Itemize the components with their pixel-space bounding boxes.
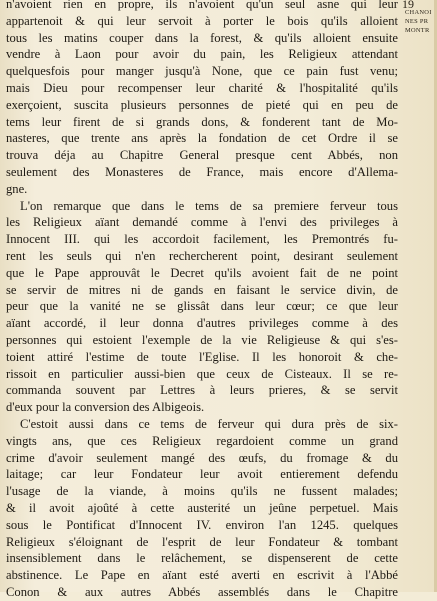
text-line: les Religieux aïant demandé comme à l'envi des privileges à — [6, 215, 398, 230]
text-line: sous le Pontificat d'Innocent IV. environ l'an 1245. quelques — [6, 517, 398, 532]
text-line: Conon & aux autres Abbés assemblés dans le Chapitre — [6, 584, 398, 599]
text-line: peur que la vanité ne se glissât dans leur cœur; ce que leur — [6, 299, 398, 314]
text-line: aïant accordé, il leur donna d'autres privileges comme à des — [6, 316, 398, 331]
text-line: gne. — [6, 181, 28, 196]
margin-note — [405, 8, 437, 35]
text-line: trouva déja au Chapitre General presque cent Abbés, non — [6, 148, 398, 163]
text-line: laitage; car leur Fondateur leur avoit entierement defendu — [6, 467, 398, 482]
text-line: C'estoit aussi dans ce tems de ferveur qui dura près de six- — [20, 416, 398, 431]
text-line: nasteres, que trente ans après la fondation de cet Ordre il se — [6, 131, 398, 146]
text-line: abstinence. Le Pape en aïant esté averti en escrivit à l'Abbé — [6, 568, 398, 583]
text-line: rent les seuls qui n'en rechercherent point, desirant seulement — [6, 248, 398, 263]
body-text — [6, 0, 398, 601]
text-line: d'eux pour la conversion des Albigeois. — [6, 400, 205, 415]
text-line: insensiblement dans le relâchement, se dispenserent de cette — [6, 551, 398, 566]
text-line: toient attiré l'estime de toute l'Eglise. Il les honoroit & che- — [6, 349, 398, 364]
text-line: Innocent III. qui les accordoit facilement, les Premontrés fu- — [6, 232, 398, 247]
text-line: quelquesfois pour manger jusqu'à None, que ce pain fust venu; — [6, 64, 398, 79]
text-line: & il avoit ajoûté à cette austerité un jeûne perpetuel. Mais — [6, 500, 398, 515]
page-number: 19 — [402, 0, 414, 11]
text-line: l'usage de la viande, à moins qu'ils ne fussent malades; — [6, 484, 398, 499]
text-line: rissoit en particulier aussi-bien que ceux de Cisteaux. Il se re- — [6, 366, 398, 381]
text-line: tems leur firent de si grands dons, & fonderent tant de Mo- — [6, 114, 398, 129]
text-line: crime d'avoir seulement mangé des œufs, du fromage & du — [6, 450, 398, 465]
text-line: mais Dieu pour recompenser leur charité & l'hospitalité qu'ils — [6, 80, 398, 95]
text-line: exerçoient, suscita plusieurs personnes de pieté qui en peu de — [6, 97, 398, 112]
text-line: se servir de mitres ni de gands en faisant le service divin, de — [6, 282, 398, 297]
text-line: n'avoient rien en propre, ils n'avoient qu'un seul asne qui leur — [6, 0, 398, 11]
text-line: Religieux s'éloignant de l'esprit de leur Fondateur & tombant — [6, 534, 398, 549]
text-line: seulement des Monasteres de France, mais encore d'Allema- — [6, 164, 398, 179]
text-line: vendre à Laon pour avoir du pain, les Religieux attendant — [6, 47, 398, 62]
text-line: tous les matins couper dans la forest, & qu'ils alloient ensuite — [6, 30, 398, 45]
margin-note-line: MONTR — [405, 27, 430, 34]
text-line: vingts ans, que ces Religieux regardoient comme un grand — [6, 433, 398, 448]
text-line: L'on remarque que dans le tems de sa premiere ferveur tous — [20, 198, 398, 213]
text-line: que le Pape approuvât le Decret qu'ils avoient fait de ne point — [6, 265, 398, 280]
text-line: personnes qui estoient l'exemple de la vie Religieuse & qui s'es- — [6, 332, 398, 347]
margin-note-line: NES PR — [405, 18, 429, 25]
text-line: appartenoit & qui leur servoit à porter le bois qu'ils alloient — [6, 13, 398, 28]
margin-note-line: CHANOI — [405, 9, 432, 16]
text-line: commanda souvent par Lettres à leurs prieres, & se servit — [6, 383, 398, 398]
